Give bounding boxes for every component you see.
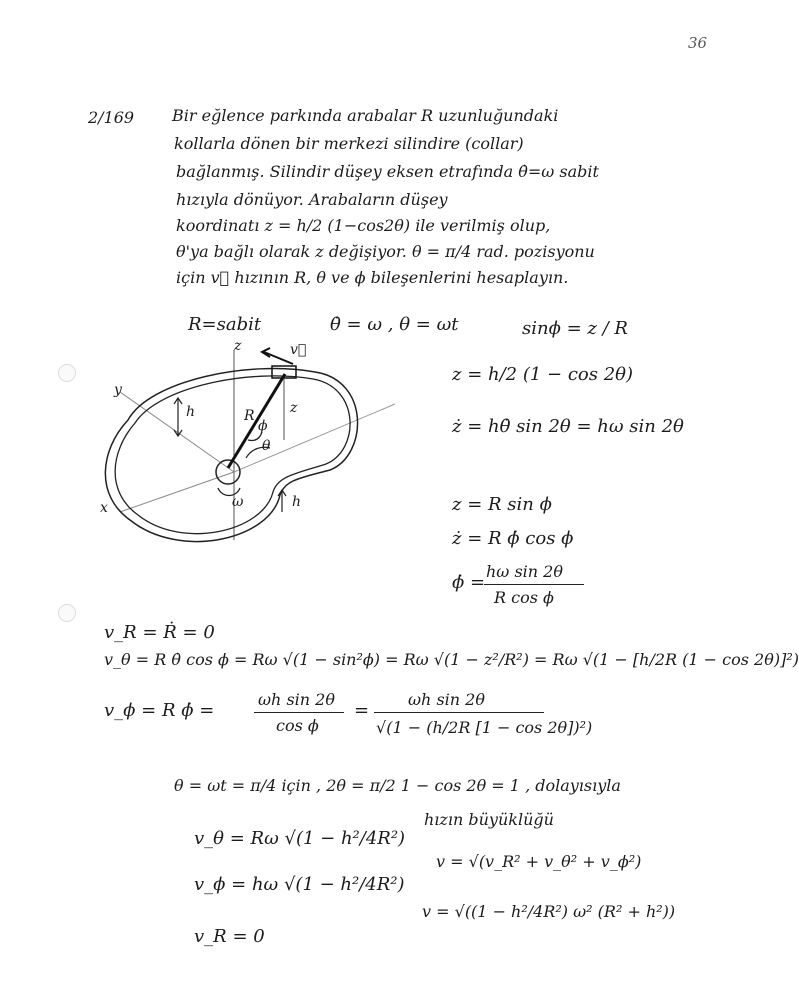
given-r-constant: R=sabit	[188, 314, 262, 335]
diagram-label-z2: z	[290, 400, 298, 416]
eq-vtheta-final: v_θ = Rω √(1 − h²/4R²)	[194, 828, 406, 849]
given-theta-dot: θ̇ = ω , θ = ωt	[330, 314, 459, 335]
velocity-arrow	[264, 352, 293, 364]
problem-line-3: bağlanmış. Silindir düşey eksen etrafında θ̇=ω sabit	[176, 162, 599, 181]
problem-line-7: için v⃗ hızının R, θ ve ϕ bileşenlerini hesaplayın.	[176, 268, 569, 287]
central-cylinder	[216, 460, 240, 484]
eq-vphi-den2: √(1 − (h/2R [1 − cos 2θ])²)	[376, 718, 593, 737]
diagram-label-h-right: h	[292, 494, 302, 510]
eq-phidot-lhs: ϕ̇ =	[452, 572, 486, 593]
eq-vphi-bar1	[254, 712, 344, 713]
speed-label: hızın büyüklüğü	[424, 810, 554, 829]
page-number: 36	[688, 34, 708, 52]
problem-line-6: θ'ya bağlı olarak z değişiyor. θ = π/4 rad. pozisyonu	[176, 242, 595, 261]
track-outer	[105, 369, 357, 542]
problem-line-4: hızıyla dönüyor. Arabaların düşey	[176, 190, 448, 209]
diagram-label-v: v⃗	[290, 342, 307, 358]
diagram-label-x: x	[100, 500, 108, 516]
diagram-label-h-left: h	[186, 404, 196, 420]
eq-vphi-eq: =	[354, 700, 370, 721]
eq-vphi-den1: cos ϕ	[276, 716, 319, 735]
eq-phidot-bar	[484, 584, 584, 585]
problem-line-1: Bir eğlence parkında arabalar R uzunluğundaki	[172, 106, 559, 125]
problem-line-5: koordinatı z = h/2 (1−cos2θ) ile verilmiş olup,	[176, 216, 551, 235]
problem-number: 2/169	[88, 108, 135, 127]
eq-phidot-den: R cos ϕ	[494, 588, 554, 607]
diagram-label-omega: ω	[232, 494, 244, 510]
eq-speed: v = √(v_R² + v_θ² + v_ϕ²)	[436, 852, 642, 871]
eq-vR-final: v_R = 0	[194, 926, 265, 947]
eq-vtheta: v_θ = R θ̇ cos ϕ = Rω √(1 − sin²ϕ) = Rω √(1 − z²/R²) = Rω √(1 − [h/2R (1 − cos 2θ)]²)	[104, 650, 799, 669]
eq-vphi-num1: ωh sin 2θ	[258, 690, 335, 709]
given-sin-phi: sinϕ = z / R	[522, 318, 628, 339]
y-axis	[120, 392, 234, 472]
eq-vphi-bar2	[374, 712, 544, 713]
diagram-label-theta: θ	[262, 438, 271, 454]
diagram-label-R: R	[244, 408, 255, 424]
eq-z-rsin: z = R sin ϕ	[452, 494, 552, 515]
eq-theta-line: θ = ωt = π/4 için , 2θ = π/2 1 − cos 2θ = 1 , dolayısıyla	[174, 776, 621, 795]
eq-zdot-r: ż = R ϕ̇ cos ϕ	[452, 528, 574, 549]
eq-z: z = h/2 (1 − cos 2θ)	[452, 364, 634, 385]
diagram-label-phi: ϕ	[258, 418, 268, 434]
eq-vphi-lhs: v_ϕ = R ϕ̇ =	[104, 700, 215, 721]
eq-speed-final: v = √((1 − h²/4R²) ω² (R² + h²))	[422, 902, 676, 921]
eq-zdot: ż = hθ̇ sin 2θ = hω sin 2θ	[452, 416, 684, 437]
eq-phidot-num: hω sin 2θ	[486, 562, 563, 581]
diagram-label-y: y	[114, 382, 122, 398]
eq-vphi-final: v_ϕ = hω √(1 − h²/4R²)	[194, 874, 405, 895]
problem-line-2: kollarla dönen bir merkezi silindire (collar)	[174, 134, 524, 153]
eq-vR: v_R = Ṙ = 0	[104, 622, 215, 643]
eq-vphi-num2: ωh sin 2θ	[408, 690, 485, 709]
diagram-label-z: z	[234, 338, 242, 354]
